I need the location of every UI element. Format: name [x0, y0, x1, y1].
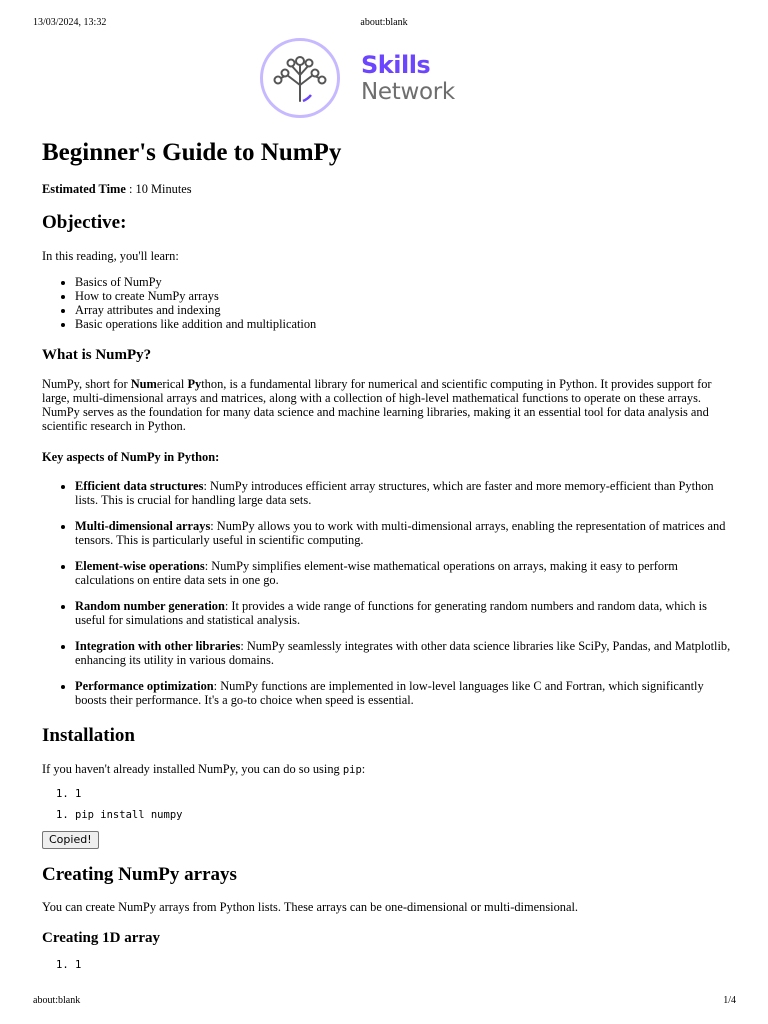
item-term: Element-wise operations: [75, 559, 205, 573]
text-bold: Py: [187, 377, 202, 391]
page-title: Beginner's Guide to NumPy: [42, 139, 342, 166]
inline-code: pip: [342, 764, 362, 776]
logo-text-skills: Skills: [361, 51, 431, 79]
code-line: 1. pip install numpy: [75, 808, 182, 822]
print-url: about:blank: [33, 995, 81, 1006]
list-item: [75, 519, 732, 547]
text-run: :: [361, 762, 366, 776]
text-run: thon, is a fundamental library for numerical and scientific computing in Python. It provides support for large, multi-dimensional arrays and matrices, along with a collection of high-level mathematical functions to operate on these arrays. NumPy serves as the foundation for many data science and machine learning libraries, making it an essential tool for data analysis and scientific research in Python.: [42, 377, 712, 433]
list-item: • How to create NumPy arrays: [75, 289, 732, 303]
line-number: 1. 1: [75, 958, 81, 972]
what-is-numpy-heading: What is NumPy?: [42, 347, 152, 363]
what-is-numpy-paragraph: [42, 377, 732, 433]
text-bold: Num: [130, 377, 157, 391]
key-aspects-heading-text: Key aspects of NumPy in Python:: [42, 450, 220, 464]
installation-heading: Installation: [42, 725, 135, 746]
creating-1d-code-line-numbers: [42, 958, 81, 972]
text-run: erical: [156, 377, 188, 391]
key-aspects-list: [42, 479, 732, 719]
estimated-time-value: : 10 Minutes: [125, 182, 192, 196]
list-item: [75, 559, 732, 587]
print-title: about:blank: [360, 17, 408, 28]
creating-arrays-paragraph: You can create NumPy arrays from Python lists. These arrays can be one-dimensional or multi-dimensional.: [42, 900, 579, 914]
item-term: Performance optimization: [75, 679, 214, 693]
objective-intro: In this reading, you'll learn:: [42, 249, 179, 263]
list-item: • Array attributes and indexing: [75, 303, 732, 317]
list-item: • Basics of NumPy: [75, 275, 732, 289]
list-item: [75, 679, 732, 707]
objective-list: [42, 275, 732, 331]
key-aspects-heading: [42, 450, 219, 464]
logo-text-network: Network: [361, 79, 455, 105]
item-term: Efficient data structures: [75, 479, 204, 493]
list-item: [75, 479, 732, 507]
list-item: • Basic operations like addition and multiplication: [75, 317, 732, 331]
item-desc: : NumPy functions are implemented in low-level languages like C and Fortran, which significantly boosts their performance. It's a go-to choice when speed is essential.: [75, 679, 704, 707]
skills-network-logo: [260, 38, 465, 124]
list-item: [75, 639, 732, 667]
objective-heading: Objective:: [42, 212, 127, 233]
item-desc: : It provides a wide range of functions for generating random numbers and random data, which is useful for simulations and statistical analysis.: [75, 599, 707, 627]
text-run: If you haven't already installed NumPy, you can do so using: [42, 762, 343, 776]
print-datetime: 13/03/2024, 13:32: [33, 17, 107, 28]
print-page-number: 1/4: [723, 995, 736, 1006]
item-term: Multi-dimensional arrays: [75, 519, 211, 533]
item-desc: : NumPy seamlessly integrates with other data science libraries like SciPy, Pandas, and Matplotlib, enhancing its utility in various domains.: [75, 639, 731, 667]
install-code-line-numbers: [42, 787, 81, 801]
item-desc: : NumPy allows you to work with multi-dimensional arrays, enabling the representation of matrices and tensors. This is particularly useful in scientific computing.: [75, 519, 726, 547]
network-tree-icon: [273, 51, 327, 105]
install-code-block: [42, 808, 182, 822]
copy-code-button[interactable]: Copied!: [42, 831, 99, 849]
estimated-time: [42, 182, 192, 196]
text-run: NumPy, short for: [42, 377, 131, 391]
item-desc: : NumPy simplifies element-wise mathematical operations on arrays, making it easy to perform calculations on entire data sets in one go.: [75, 559, 678, 587]
item-term: Integration with other libraries: [75, 639, 241, 653]
logo-circle: [260, 38, 340, 118]
installation-paragraph: [42, 762, 365, 777]
list-item: [75, 599, 732, 627]
item-term: Random number generation: [75, 599, 225, 613]
line-number: 1. 1: [75, 787, 81, 801]
estimated-time-label: Estimated Time: [42, 182, 126, 196]
creating-arrays-heading: Creating NumPy arrays: [42, 864, 237, 885]
item-desc: : NumPy introduces efficient array structures, which are faster and more memory-efficient than Python lists. This is crucial for handling large data sets.: [75, 479, 714, 507]
creating-1d-heading: Creating 1D array: [42, 930, 161, 946]
